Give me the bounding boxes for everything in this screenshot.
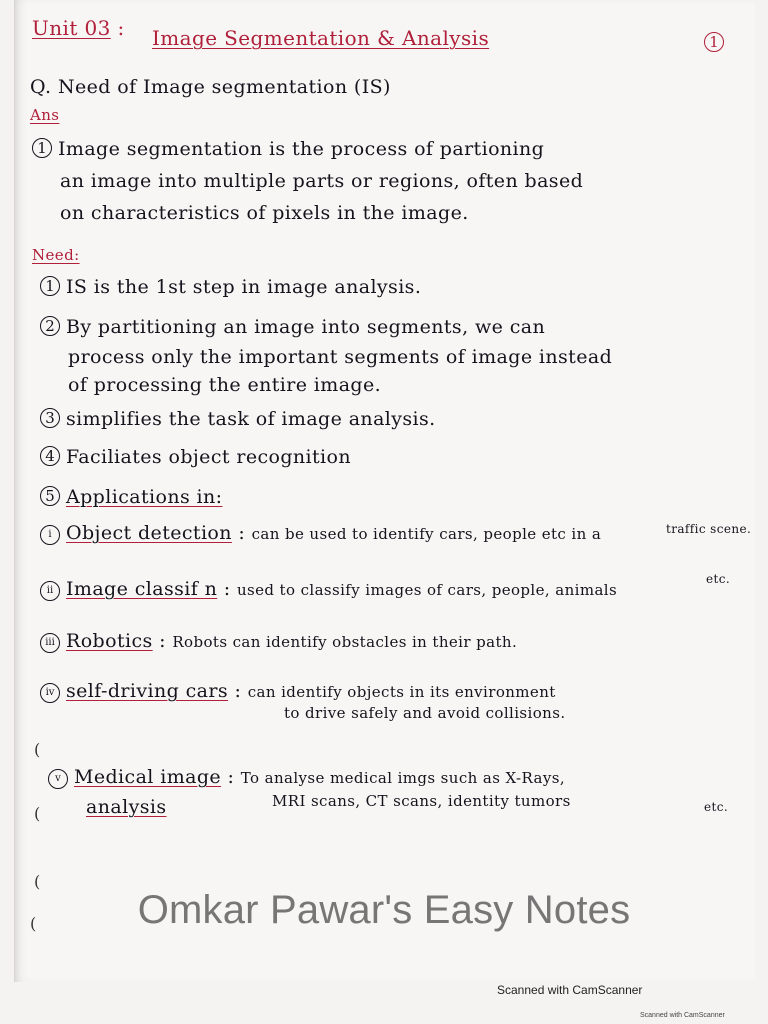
unit-label [32,16,125,40]
page-title [152,26,489,50]
margin-mark: ( [34,872,41,891]
definition-text-1: Image segmentation is the process of partioning [58,138,545,160]
definition-line-1 [32,138,544,160]
application-1 [40,522,601,545]
application-name-1: Object detection [66,522,232,544]
need-text-4: Faciliates object recognition [66,446,352,468]
scanner-text-small: Scanned with CamScanner [640,1012,725,1019]
application-colon-2: : [223,578,237,600]
need-item-4 [40,446,351,468]
application-text-1b: traffic scene. [666,522,752,536]
application-text-2b: etc. [706,572,731,586]
margin-mark: ( [34,804,41,823]
application-text-5c: etc. [704,800,729,814]
application-name-4: self-driving cars [66,680,229,702]
application-colon-3: : [159,630,173,652]
unit-text: Unit 03 [32,16,111,40]
need-number-5: 5 [40,486,60,506]
need-item-2 [40,316,545,338]
application-3 [40,630,517,653]
application-number-4: iv [40,683,60,703]
application-name-5a: Medical image [74,766,222,788]
page-title-text: Image Segmentation & Analysis [152,26,490,50]
need-item-3 [40,408,436,430]
definition-number: 1 [32,138,52,158]
application-colon-5: : [227,766,241,788]
application-name-2: Image classif n [66,578,218,600]
need-number-1: 1 [40,276,60,296]
application-text-5b: MRI scans, CT scans, identity tumors [272,792,571,810]
need-number-2: 2 [40,316,60,336]
application-4 [40,680,556,703]
watermark: Omkar Pawar's Easy Notes [137,888,631,932]
margin-mark: ( [30,914,37,933]
application-colon-1: : [238,522,252,544]
application-colon-4: : [234,680,248,702]
application-text-5a: To analyse medical imgs such as X-Rays, [240,769,565,787]
application-text-1a: can be used to identify cars, people etc in a [251,525,602,543]
application-name-5b: analysis [86,796,167,818]
need-text-3: simplifies the task of image analysis. [66,408,436,430]
definition-line-2: an image into multiple parts or regions, often based [60,170,584,192]
unit-colon: : [110,16,125,40]
application-text-2a: used to classify images of cars, people, animals [236,581,618,599]
need-text-2b: process only the important segments of image instead [68,346,613,368]
page-number-circle: 1 [704,32,724,52]
definition-line-3: on characteristics of pixels in the image. [60,202,469,224]
scanner-text: Scanned with CamScanner [497,983,643,997]
need-text-1: IS is the 1st step in image analysis. [66,276,422,298]
need-text-2c: of processing the entire image. [68,374,382,396]
page-number [704,32,730,54]
question-label: Q. [30,76,52,98]
question [30,76,391,98]
need-heading: Need: [32,246,80,264]
question-text: Need of Image segmentation (IS) [57,76,391,98]
need-item-5 [40,486,222,508]
answer-label: Ans [30,106,60,124]
application-2 [40,578,617,601]
application-text-3: Robots can identify obstacles in their path. [172,633,518,651]
need-number-4: 4 [40,446,60,466]
application-number-2: ii [40,581,60,601]
need-text-5: Applications in: [66,486,223,508]
need-item-1 [40,276,421,298]
need-text-2a: By partitioning an image into segments, we can [66,316,546,338]
application-5 [48,766,565,789]
margin-mark: ( [34,740,41,759]
application-number-1: i [40,525,60,545]
application-text-4b: to drive safely and avoid collisions. [284,704,566,722]
application-text-4a: can identify objects in its environment [247,683,556,701]
need-number-3: 3 [40,408,60,428]
application-name-3: Robotics [66,630,153,652]
application-number-3: iii [40,633,60,653]
application-number-5: v [48,769,68,789]
